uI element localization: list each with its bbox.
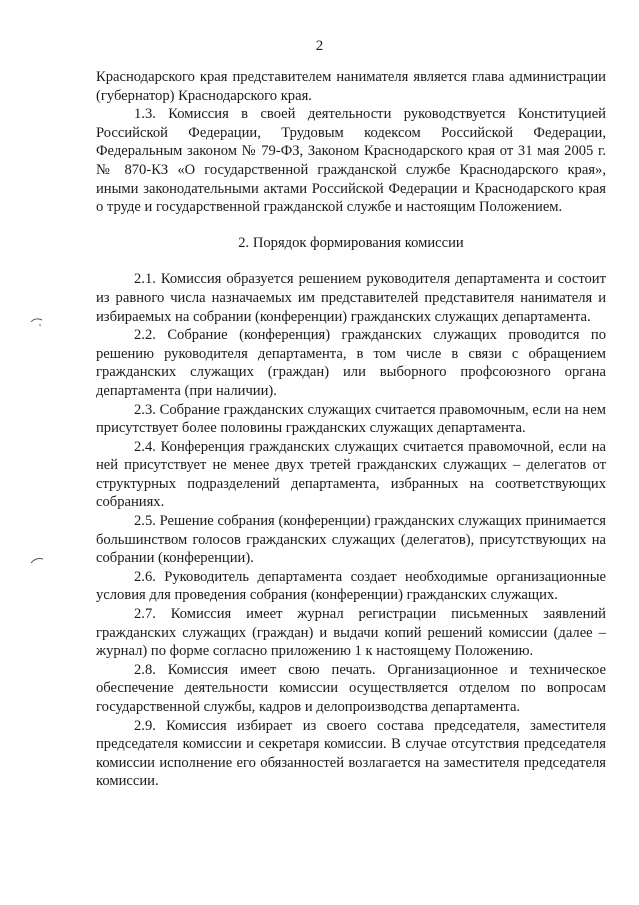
paragraph: 2.9. Комиссия избирает из своего состава председателя, заместителя председателя комиссии и секретаря комиссии. В случае отсутствия председателя комиссии исполнение его обязанностей возлагается на заместителя председателя комиссии. xyxy=(96,717,606,790)
paragraph: 2.8. Комиссия имеет свою печать. Организационное и техническое обеспечение деятельности комиссии осуществляется отделом по вопросам государственной службы, кадров и делопроизводства департамента. xyxy=(96,661,606,715)
margin-scan-mark xyxy=(30,556,44,564)
paragraph: Краснодарского края представителем нанимателя является глава администрации (губернатор) Краснодарского края. xyxy=(96,69,606,104)
paragraph: 2.6. Руководитель департамента создает необходимые организационные условия для проведения собрания (конференции) гражданских служащих. xyxy=(96,568,606,604)
section-heading: 2. Порядок формирования комиссии xyxy=(238,234,464,251)
paragraph: 1.3. Комиссия в своей деятельности руководствуется Конституцией Российской Федерации, Трудовым кодексом Российской Федерации, Федеральным законом № 79-ФЗ, Законом Краснодарского края от 31 мая 2005 г. № 870-КЗ «О государственной гражданской службе Краснодарского края», иными законодательными актами Российской Федерации и Краснодарского края о труде и государственной гражданской службе и настоящим Положением. xyxy=(96,106,606,216)
paragraph: 2.5. Решение собрания (конференции) гражданских служащих принимается большинством голосов гражданских служащих (делегатов), присутствующих на собрании (конференции). xyxy=(96,513,606,567)
page-number: 2 xyxy=(315,38,324,54)
paragraph: 2.4. Конференция гражданских служащих считается правомочной, если на ней присутствует не менее двух третей гражданских служащих – делегатов от структурных подразделений департамента, избранных на соответствующих собраниях. xyxy=(96,438,606,511)
paragraph: 2.7. Комиссия имеет журнал регистрации письменных заявлений гражданских служащих (граждан) и выдачи копий решений комиссии (далее – журнал) по форме согласно приложению 1 к настоящему Положению. xyxy=(96,606,606,660)
paragraph: 2.2. Собрание (конференция) гражданских служащих проводится по решению руководителя департамента, в том числе в связи с обращением гражданских служащих (граждан) или выборного профсоюзного органа департамента (при наличии). xyxy=(96,327,606,399)
document-body xyxy=(96,68,606,791)
margin-scan-mark xyxy=(30,316,44,324)
paragraph: 2.1. Комиссия образуется решением руководителя департамента и состоит из равного числа назначаемых им представителей представителя нанимателя и избираемых на собрании (конференции) гражданских служащих департамента. xyxy=(96,271,606,325)
paragraph: 2.3. Собрание гражданских служащих считается правомочным, если на нем присутствует более половины гражданских служащих департамента. xyxy=(96,401,606,437)
